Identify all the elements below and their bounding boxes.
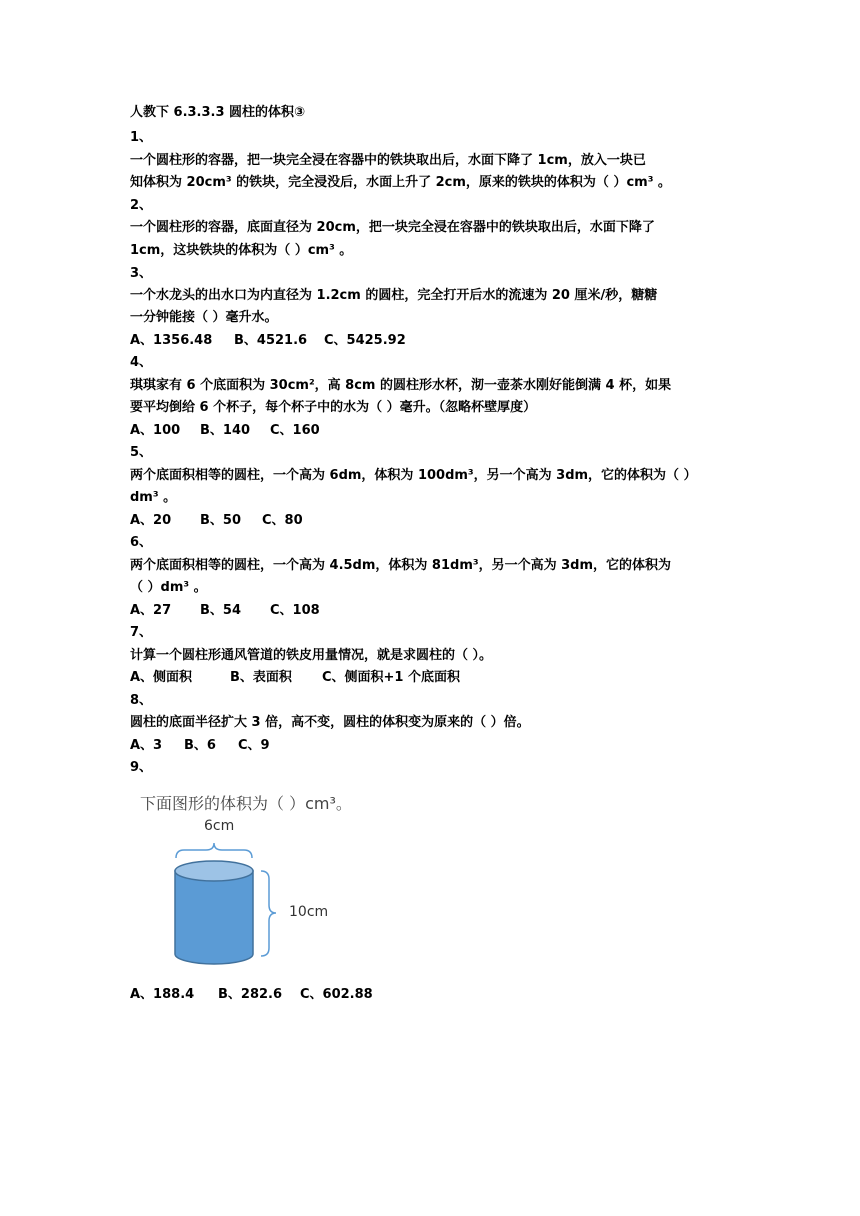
q5-option-c: C、80 [262,513,303,528]
worksheet-title: 人教下 6.3.3.3 圆柱的体积③ [130,105,306,120]
q4-text-line1: 琪琪家有 6 个底面积为 30cm²，高 8cm 的圆柱形水杯，沏一壶茶水刚好能倒满 4 杯，如果 [130,378,672,393]
q6-text-line1: 两个底面积相等的圆柱，一个高为 4.5dm，体积为 81dm³，另一个高为 3dm，它的体积为 [130,558,671,573]
q1-text-line1: 一个圆柱形的容器，把一块完全浸在容器中的铁块取出后，水面下降了 1cm，放入一块已 [130,153,646,168]
q9-option-b: B、282.6 [218,987,283,1002]
cylinder-body [175,871,253,964]
cylinder-top [175,861,253,881]
q7-option-b: B、表面积 [230,670,292,685]
q9-option-c: C、602.88 [300,987,373,1002]
height-bracket [261,871,276,956]
q6-number: 6、 [130,535,153,550]
q8-option-b: B、6 [184,738,216,753]
q4-text-line2: 要平均倒给 6 个杯子，每个杯子中的水为（ ）毫升。（忽略杯壁厚度） [130,400,537,415]
q4-option-c: C、160 [270,423,320,438]
q9-number: 9、 [130,760,153,775]
q5-number: 5、 [130,445,153,460]
diameter-label: 6cm [204,818,235,834]
q4-number: 4、 [130,355,153,370]
q3-number: 3、 [130,266,153,281]
q1-text-line2: 知体积为 20cm³ 的铁块，完全浸没后，水面上升了 2cm，原来的铁块的体积为（ ）cm³ 。 [130,175,671,190]
q5-text-line1: 两个底面积相等的圆柱，一个高为 6dm，体积为 100dm³，另一个高为 3dm，它的体积为（ ） [130,468,697,483]
q7-options [130,668,460,688]
q9-option-a: A、188.4 [130,987,195,1002]
q5-option-b: B、50 [200,513,241,528]
q3-option-c: C、5425.92 [324,333,406,348]
q7-option-c: C、侧面积+1 个底面积 [322,670,461,685]
q2-text-line2: 1cm，这块铁块的体积为（ ）cm³ 。 [130,243,353,258]
q5-text-line2: dm³ 。 [130,490,177,505]
q3-text-line1: 一个水龙头的出水口为内直径为 1.2cm 的圆柱，完全打开后水的流速为 20 厘米/秒，糖糖 [130,288,658,303]
q9-options [130,985,373,1005]
q3-option-b: B、4521.6 [234,333,308,348]
q4-options [130,421,320,441]
q8-number: 8、 [130,693,153,708]
q7-option-a: A、侧面积 [130,670,193,685]
q5-option-a: A、20 [130,513,172,528]
height-label: 10cm [289,904,329,920]
q3-option-a: A、1356.48 [130,333,213,348]
q1-number: 1、 [130,130,153,145]
cylinder-figure [140,788,400,978]
q8-option-a: A、3 [130,738,163,753]
q8-text-line1: 圆柱的底面半径扩大 3 倍，高不变，圆柱的体积变为原来的（ ）倍。 [130,715,530,730]
q6-options [130,601,320,621]
q7-text-line1: 计算一个圆柱形通风管道的铁皮用量情况，就是求圆柱的（ ）。 [130,648,493,663]
q7-number: 7、 [130,625,153,640]
q6-option-a: A、27 [130,603,172,618]
q2-text-line1: 一个圆柱形的容器，底面直径为 20cm，把一块完全浸在容器中的铁块取出后，水面下降了 [130,220,655,235]
q4-option-b: B、140 [200,423,251,438]
cylinder-diagram [140,788,400,978]
q3-text-line2: 一分钟能接（ ）毫升水。 [130,310,278,325]
q8-option-c: C、9 [238,738,270,753]
q8-options [130,736,270,756]
figure-prompt: 下面图形的体积为（ ）cm³。 [140,794,352,813]
q2-number: 2、 [130,198,153,213]
q5-options [130,511,303,531]
q4-option-a: A、100 [130,423,181,438]
q3-options [130,331,406,351]
diameter-bracket [176,843,252,858]
q6-option-c: C、108 [270,603,320,618]
q6-option-b: B、54 [200,603,241,618]
q6-text-line2: （ ）dm³ 。 [130,580,207,595]
